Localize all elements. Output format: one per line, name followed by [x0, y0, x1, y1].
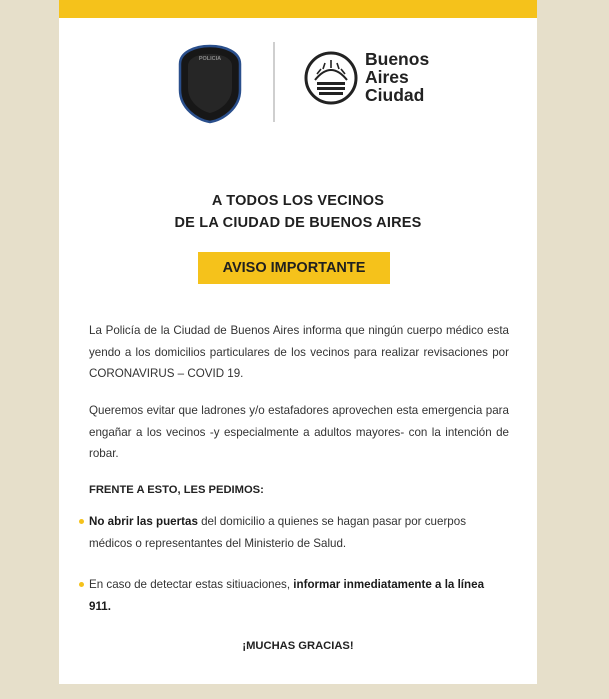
notice-card — [59, 0, 537, 684]
logo-row — [59, 36, 537, 126]
list-item-rest: del domicilio a quienes se hagan pasar por cuerpos médicos o representantes del Ministerio de Salud. — [89, 515, 467, 550]
list-item-rest: En caso de detectar estas sitiuaciones, — [89, 578, 294, 591]
request-heading: FRENTE A ESTO, LES PEDIMOS: — [89, 484, 264, 496]
list-item — [79, 511, 509, 554]
headline — [59, 190, 537, 234]
headline-line: DE LA CIUDAD DE BUENOS AIRES — [174, 215, 422, 231]
top-accent-bar — [59, 0, 537, 18]
important-notice-label: AVISO IMPORTANTE — [198, 252, 390, 284]
city-name-line: Buenos — [365, 49, 430, 69]
list-item-text — [89, 511, 509, 554]
city-name-line: Ciudad — [365, 85, 425, 105]
svg-text:POLICIA: POLICIA — [198, 56, 222, 62]
police-badge-icon — [177, 44, 243, 124]
headline-line: A TODOS LOS VECINOS — [211, 193, 385, 209]
buenos-aires-city-logo-icon — [303, 50, 359, 106]
list-item-bold: No abrir las puertas — [89, 515, 198, 528]
bullet-dot-icon — [79, 519, 84, 524]
paragraph-warning: Queremos evitar que ladrones y/o estafadores aprovechen esta emergencia para engañar a los vecinos -y especialmente a adultos mayores- con la intención de robar. — [89, 404, 509, 460]
city-name — [365, 50, 429, 104]
paragraph-info: La Policía de la Ciudad de Buenos Aires informa que ningún cuerpo médico esta yendo a los domicilios particulares de los vecinos para realizar revisaciones por CORONAVIRUS – COVID 19. — [89, 324, 509, 380]
bullet-dot-icon — [79, 582, 84, 587]
list-item-text — [89, 574, 509, 617]
list-item-bold: informar inmediatamente a la línea 911. — [89, 578, 485, 613]
logo-divider — [273, 42, 275, 122]
list-item — [79, 574, 509, 617]
thanks-footer: ¡MUCHAS GRACIAS! — [242, 640, 354, 652]
city-name-line: Aires — [365, 67, 409, 87]
